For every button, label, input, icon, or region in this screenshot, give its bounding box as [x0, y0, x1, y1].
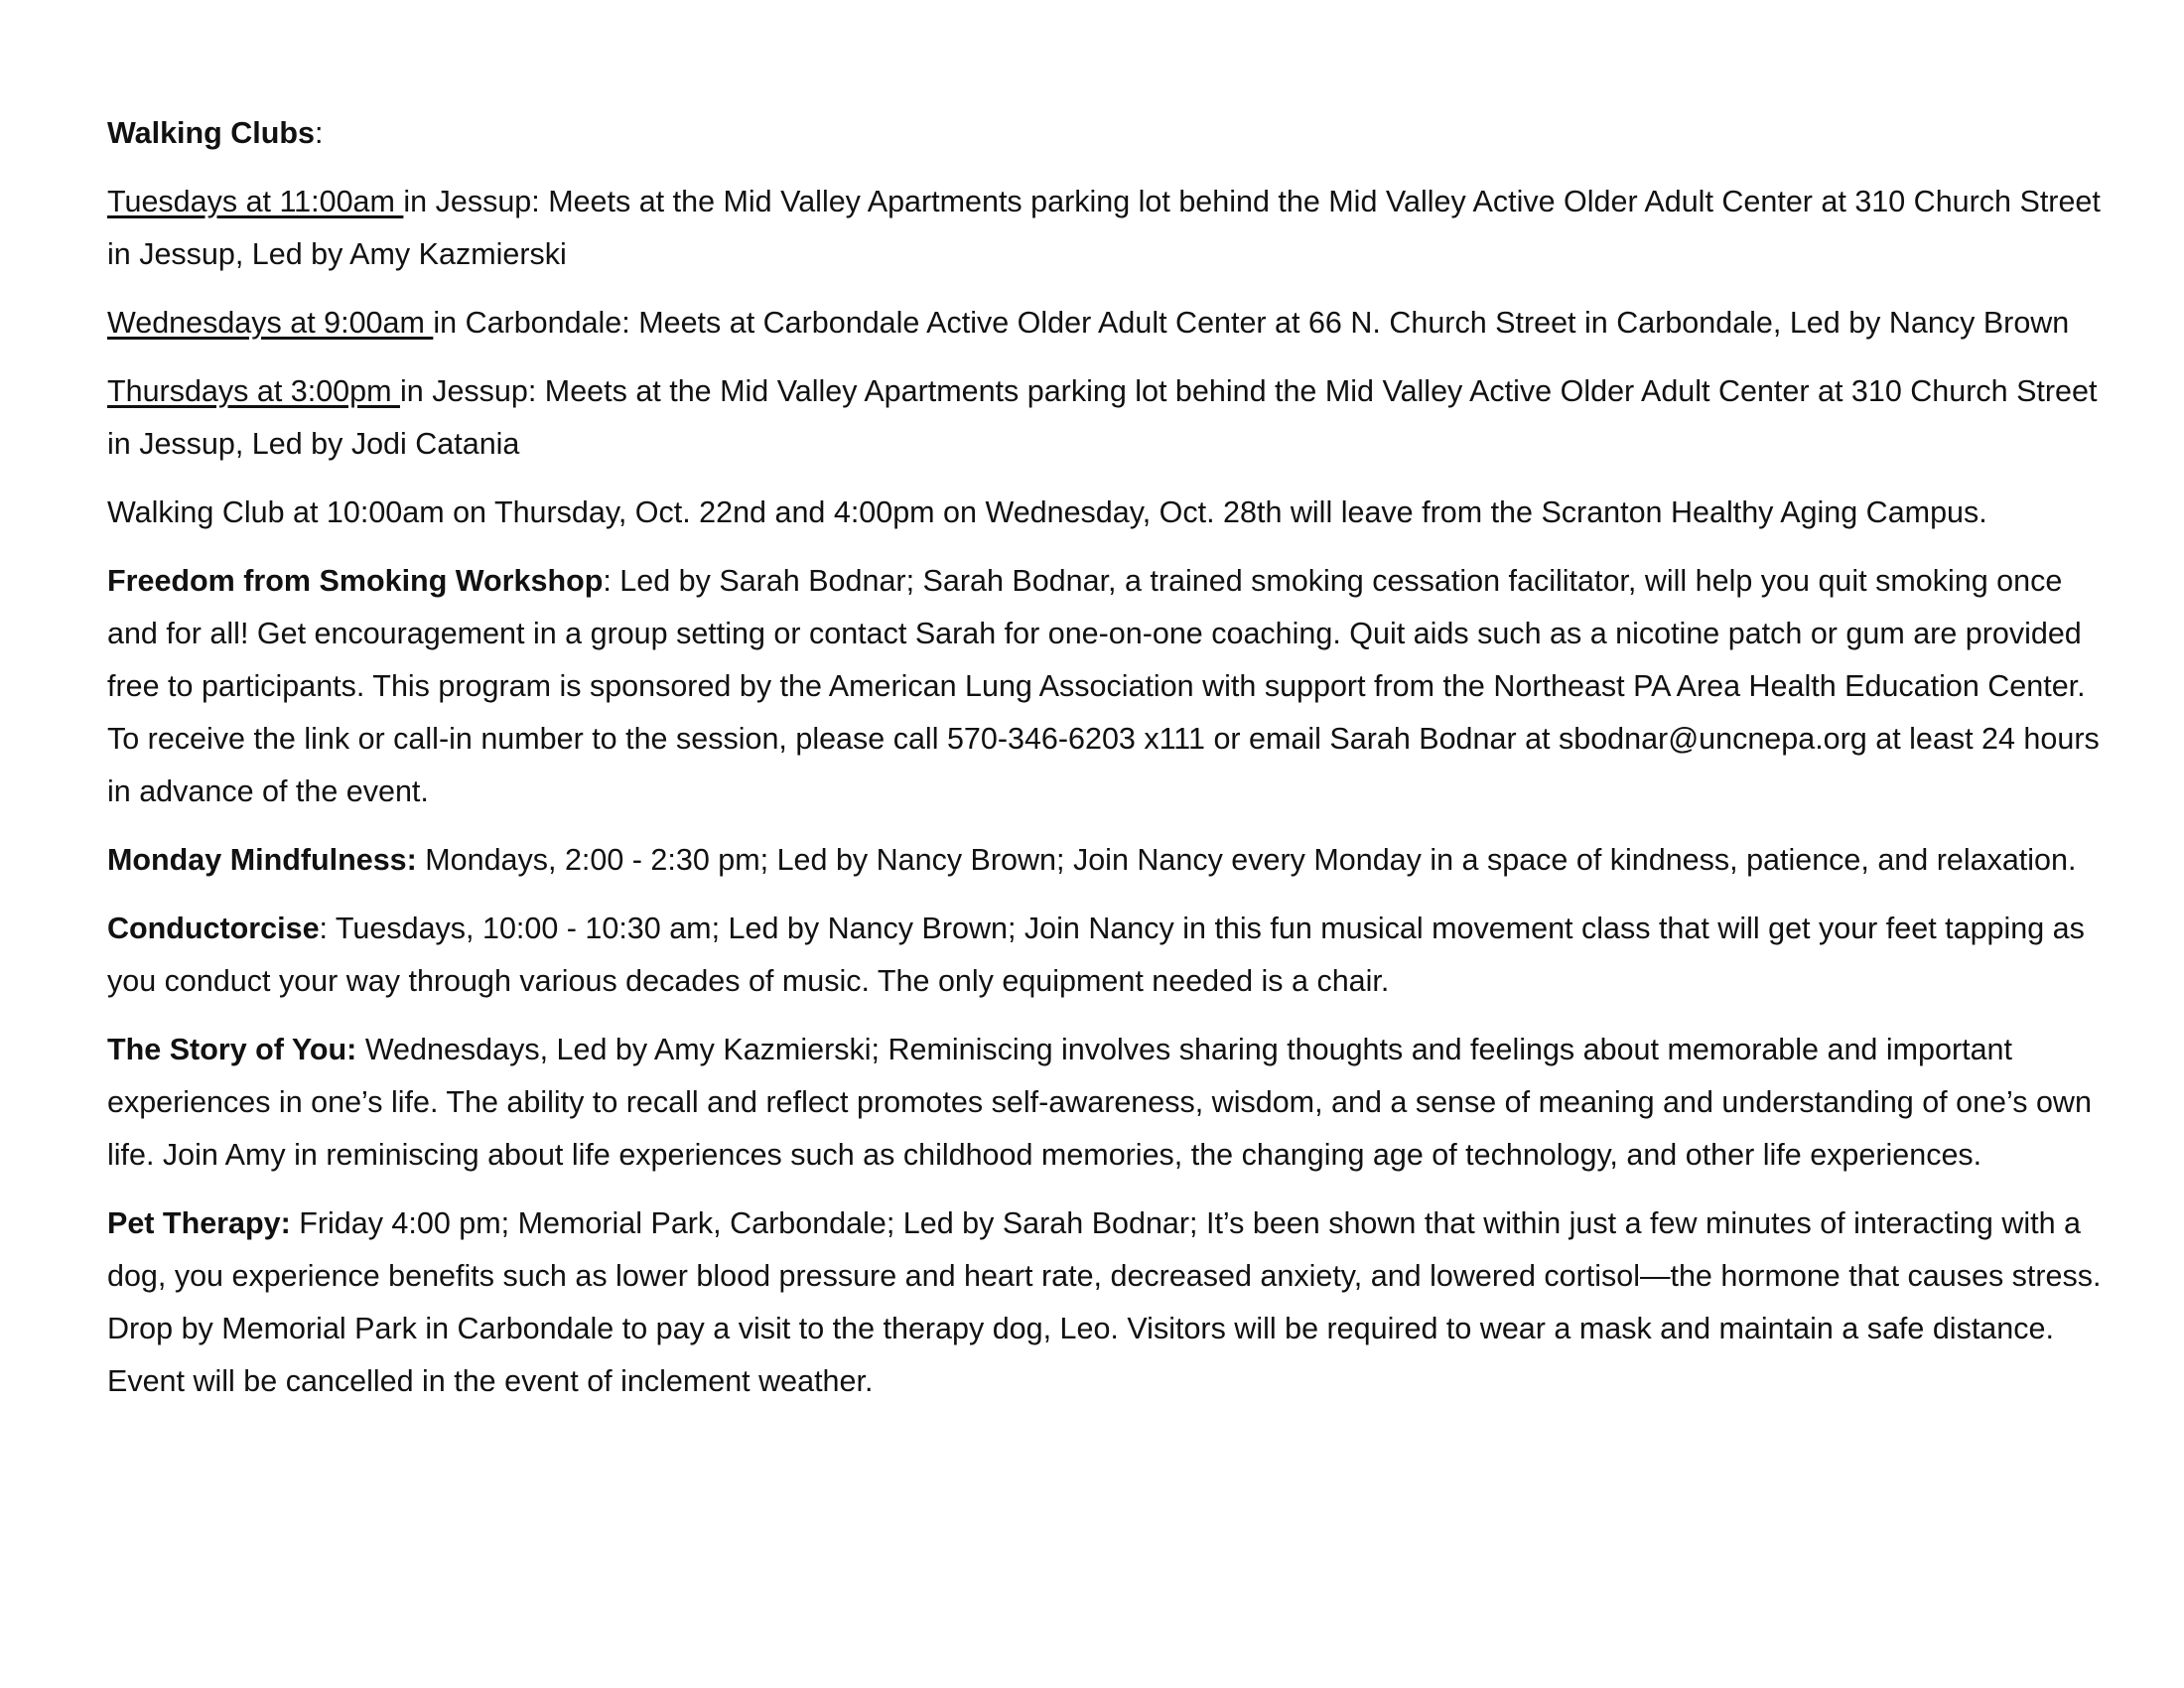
program-description: : Led by Sarah Bodnar; Sarah Bodnar, a trained smoking cessation facilitator, will help you quit smoking once and for all! Get encouragement in a group setting or contact Sarah for one-on-one coaching. Quit aids such as a nicotine patch or gum are provided free to participants. This program is sponsored by the American Lung Association with support from the Northeast PA Area Health Education Center. To receive the link or call-in number to the session, please call 570-346-6203 x111 or email Sarah Bodnar at sbodnar@uncnepa.org at least 24 hours in advance of the event. — [107, 564, 2100, 808]
program-pet-therapy — [107, 1197, 2103, 1408]
program-story-of-you — [107, 1024, 2103, 1182]
program-title: The Story of You: — [107, 1033, 357, 1066]
walking-club-wednesday — [107, 297, 2103, 350]
program-description: Friday 4:00 pm; Memorial Park, Carbondale; Led by Sarah Bodnar; It’s been shown that within just a few minutes of interacting with a dog, you experience benefits such as lower blood pressure and heart rate, decreased anxiety, and lowered cortisol—the hormone that causes stress. Drop by Memorial Park in Carbondale to pay a visit to the therapy dog, Leo. Visitors will be required to wear a mask and maintain a safe distance. Event will be cancelled in the event of inclement weather. — [107, 1206, 2102, 1398]
program-monday-mindfulness — [107, 834, 2103, 887]
program-description: Wednesdays, Led by Amy Kazmierski; Reminiscing involves sharing thoughts and feelings about memorable and important experiences in one’s life. The ability to recall and reflect promotes self-awareness, wisdom, and a sense of meaning and understanding of one’s own life. Join Amy in reminiscing about life experiences such as childhood memories, the changing age of technology, and other life experiences. — [107, 1033, 2092, 1172]
walking-club-time: Wednesdays at 9:00am — [107, 306, 434, 340]
walking-club-details: in Jessup: Meets at the Mid Valley Apartments parking lot behind the Mid Valley Active Older Adult Center at 310 Church Street in Jessup, Led by Jodi Catania — [107, 374, 2098, 461]
program-conductorcise — [107, 903, 2103, 1008]
walking-club-tuesday — [107, 176, 2103, 281]
document-page — [107, 107, 2103, 1424]
walking-club-time: Thursdays at 3:00pm — [107, 374, 400, 408]
walking-club-thursday — [107, 365, 2103, 471]
walking-club-time: Tuesdays at 11:00am — [107, 185, 404, 218]
walking-clubs-heading-paragraph — [107, 107, 2103, 160]
program-description: Mondays, 2:00 - 2:30 pm; Led by Nancy Brown; Join Nancy every Monday in a space of kindness, patience, and relaxation. — [416, 843, 2077, 877]
walking-clubs-heading-colon: : — [315, 116, 324, 150]
program-freedom-from-smoking — [107, 555, 2103, 818]
walking-club-note: Walking Club at 10:00am on Thursday, Oct. 22nd and 4:00pm on Wednesday, Oct. 28th will leave from the Scranton Healthy Aging Campus. — [107, 495, 1987, 529]
walking-club-details: in Jessup: Meets at the Mid Valley Apartments parking lot behind the Mid Valley Active Older Adult Center at 310 Church Street in Jessup, Led by Amy Kazmierski — [107, 185, 2101, 271]
walking-clubs-heading: Walking Clubs — [107, 116, 315, 150]
program-description: : Tuesdays, 10:00 - 10:30 am; Led by Nancy Brown; Join Nancy in this fun musical movement class that will get your feet tapping as you conduct your way through various decades of music. The only equipment needed is a chair. — [107, 912, 2085, 998]
walking-club-details: in Carbondale: Meets at Carbondale Active Older Adult Center at 66 N. Church Street in Carbondale, Led by Nancy Brown — [433, 306, 2070, 340]
program-title: Freedom from Smoking Workshop — [107, 564, 604, 598]
program-title: Pet Therapy: — [107, 1206, 291, 1240]
program-title: Monday Mindfulness: — [107, 843, 417, 877]
program-title: Conductorcise — [107, 912, 320, 945]
